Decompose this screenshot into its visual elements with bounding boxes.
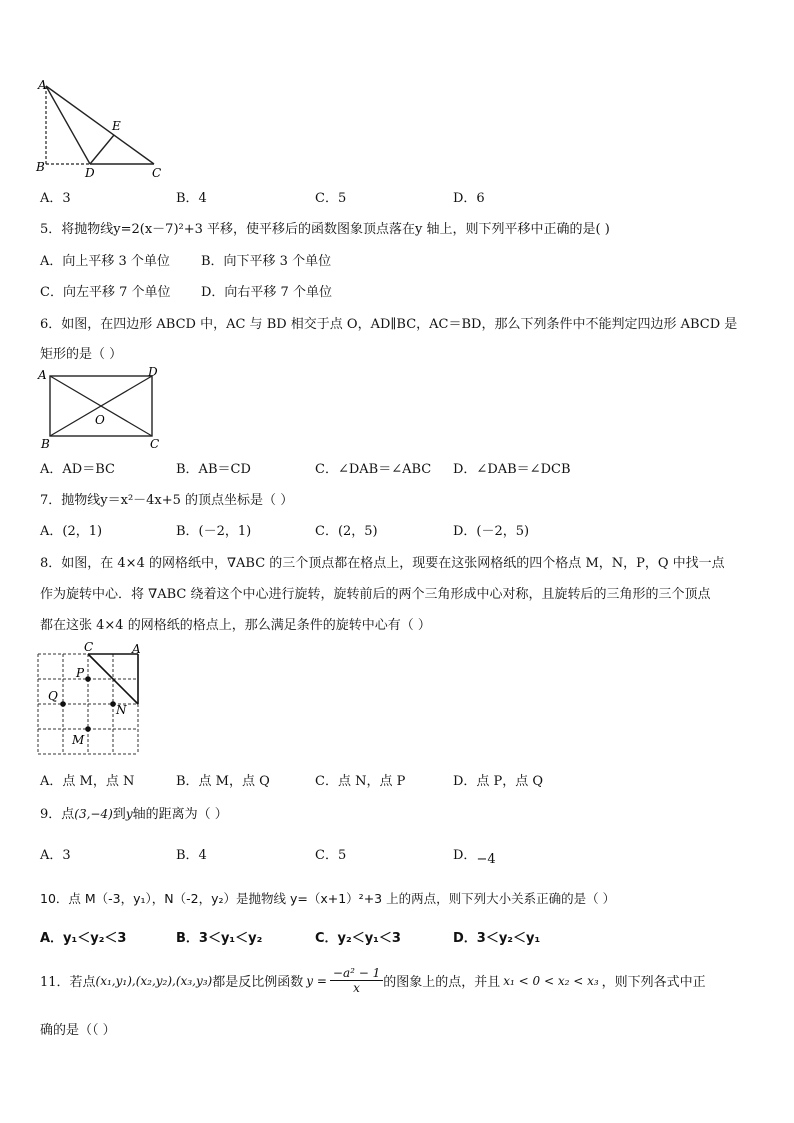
- q6-stem-line2: 矩形的是（ ）: [40, 347, 123, 362]
- q6-label-C: C: [150, 437, 160, 451]
- q4-option-c: C．5: [315, 191, 347, 206]
- q4-option-d: D．6: [453, 191, 485, 206]
- q4-label-E: E: [112, 119, 121, 133]
- q8-stem-line1: 8．如图，在 4×4 的网格纸中，∇ABC 的三个顶点都在格点上，现要在这张网格纸的四个格点 M，N，P，Q 中找一点: [40, 556, 725, 571]
- q6-label-A: A: [38, 368, 47, 382]
- q11-inequality: x₁ < 0 < x₂ < x₃: [503, 973, 599, 988]
- q9-option-a: A．3: [40, 848, 71, 863]
- q5-option-b: B．向下平移 3 个单位: [201, 254, 332, 269]
- q8-grid-figure: [32, 640, 144, 756]
- q9-option-c: C．5: [315, 848, 347, 863]
- q8-stem-line3: 都在这张 4×4 的网格纸的格点上，那么满足条件的旋转中心有（ ）: [40, 618, 431, 633]
- q8-point-P: [85, 676, 91, 682]
- q9-stem: [40, 803, 228, 822]
- q9-option-d-label: D．: [453, 848, 477, 863]
- q11-stem-line1: [40, 966, 706, 995]
- q4-label-B: B: [36, 160, 45, 174]
- q8-option-c: C．点 N，点 P: [315, 774, 406, 789]
- q9-option-d: [453, 844, 496, 867]
- q9-point: (3,−4): [74, 807, 113, 821]
- q6-option-b: B．AB＝CD: [176, 462, 251, 477]
- q4-label-C: C: [152, 166, 162, 178]
- q4-label-A: A: [38, 78, 47, 92]
- q8-point-Q: [60, 701, 66, 707]
- q8-label-M: M: [72, 733, 85, 747]
- q11-fraction: [330, 966, 383, 995]
- q8-label-P: P: [76, 666, 85, 680]
- q4-figure: [32, 78, 172, 178]
- q8-option-a: A．点 M，点 N: [40, 774, 135, 789]
- q6-option-c: C．∠DAB＝∠ABC: [315, 462, 432, 477]
- q7-stem: 7．抛物线y＝x²－4x+5 的顶点坐标是（ ）: [40, 493, 294, 508]
- q11-stem-a: 11．若点: [40, 975, 96, 990]
- q6-option-a: A．AD＝BC: [40, 462, 115, 477]
- q6-stem-line1: 6．如图，在四边形 ABCD 中，AC 与 BD 相交于点 O，AD∥BC，AC＝BD，那么下列条件中不能判定四边形 ABCD 是: [40, 317, 738, 332]
- q6-label-O: O: [95, 413, 105, 427]
- q5-option-d: D．向右平移 7 个单位: [201, 285, 332, 300]
- q10-stem: 10．点 M（-3，y₁），N（-2，y₂）是抛物线 y=（x+1）²+3 上的两点，则下列大小关系正确的是（ ）: [40, 891, 616, 906]
- q8-label-Q: Q: [48, 689, 58, 703]
- q5-option-c: C．向左平移 7 个单位: [40, 285, 171, 300]
- q8-label-A: A: [132, 642, 141, 656]
- q4-label-D: D: [85, 166, 95, 178]
- q6-figure: [34, 364, 164, 452]
- q8-point-N: [110, 701, 116, 707]
- q6-label-D: D: [148, 365, 158, 379]
- q9-option-b: B．4: [176, 848, 207, 863]
- q9-stem-c: 轴的距离为（ ）: [132, 807, 228, 822]
- q8-label-N: N: [116, 703, 127, 717]
- q5-stem: 5．将抛物线y=2(x－7)²+3 平移，使平移后的函数图象顶点落在y 轴上，则下列平移中正确的是( ): [40, 222, 610, 237]
- q10-option-d: D．3＜y₂＜y₁: [453, 931, 541, 946]
- q8-stem-line2: 作为旋转中心．将 ∇ABC 绕着这个中心进行旋转，旋转前后的两个三角形成中心对称，且旋转后的三角形的三个顶点: [40, 587, 711, 602]
- q5-option-a: A．向上平移 3 个单位: [40, 254, 170, 269]
- q8-option-b: B．点 M，点 Q: [176, 774, 270, 789]
- q4-option-b: B．4: [176, 191, 207, 206]
- q11-fn-numerator: −a² − 1: [330, 966, 383, 981]
- q8-option-d: D．点 P，点 Q: [453, 774, 544, 789]
- q10-option-b: B．3＜y₁＜y₂: [176, 931, 263, 946]
- q11-fn-denominator: x: [353, 981, 360, 995]
- q10-option-a: A．y₁＜y₂＜3: [40, 931, 127, 946]
- q7-option-d: D．(－2，5): [453, 524, 530, 539]
- q7-option-b: B．(－2，1): [176, 524, 252, 539]
- q11-stem-c: 的图象上的点，并且: [383, 975, 501, 990]
- q10-option-c: C．y₂＜y₁＜3: [315, 931, 401, 946]
- q7-option-c: C．(2，5): [315, 524, 378, 539]
- q6-label-B: B: [41, 437, 50, 451]
- q9-option-d-value: −4: [476, 852, 496, 867]
- q4-option-a: A．3: [40, 191, 71, 206]
- q11-stem-b: 都是反比例函数: [212, 975, 304, 990]
- q11-stem-line2: 确的是（（ ）: [40, 1023, 116, 1038]
- q11-fn-lhs: y =: [306, 973, 327, 988]
- q8-point-M: [85, 726, 91, 732]
- q9-stem-a: 9．点: [40, 807, 75, 822]
- q8-label-C: C: [84, 640, 94, 654]
- q9-stem-b: 到: [112, 807, 126, 822]
- q6-option-d: D．∠DAB＝∠DCB: [453, 462, 571, 477]
- q7-option-a: A．(2，1): [40, 524, 103, 539]
- q11-points: (x₁,y₁),(x₂,y₂),(x₃,y₃): [95, 973, 213, 988]
- q9-axis: y: [125, 807, 133, 821]
- q11-stem-d: ，则下列各式中正: [601, 975, 706, 990]
